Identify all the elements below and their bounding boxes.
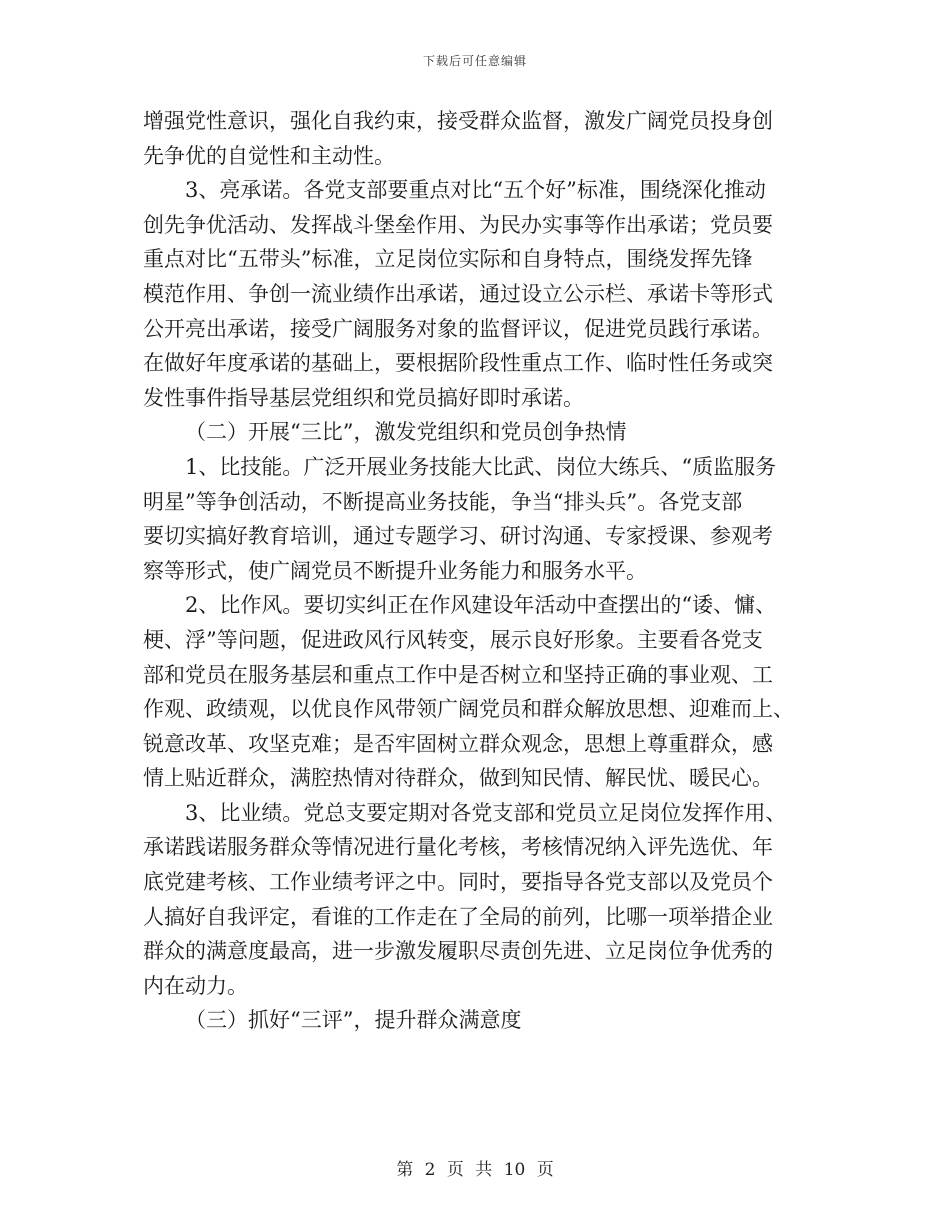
text-line: 模范作用、争创一流业绩作出承诺，通过设立公示栏、承诺卡等形式: [143, 281, 773, 306]
text-line: 情上贴近群众，满腔热情对待群众，做到知民情、解民忧、暖民心。: [143, 766, 773, 791]
text-line: 内在动力。: [143, 973, 248, 998]
text-line: 2、比作风。要切实纠正在作风建设年活动中查摆出的“诿、慵、: [185, 593, 777, 618]
text-line: （三）抓好“三评”，提升群众满意度: [185, 1008, 522, 1033]
page-header: 下载后可任意编辑: [422, 54, 527, 68]
text-line: 重点对比“五带头”标准，立足岗位实际和自身特点，围绕发挥先锋: [143, 247, 753, 272]
text-line: 锐意改革、攻坚克难；是否牢固树立群众观念，思想上尊重群众，感: [143, 731, 773, 756]
text-line: 作观、政绩观，以优良作风带领广阔党员和群众解放思想、迎难而上、: [143, 697, 794, 722]
text-line: 要切实搞好教育培训，通过专题学习、研讨沟通、专家授课、参观考: [143, 524, 773, 549]
text-line: 在做好年度承诺的基础上，要根据阶段性重点工作、临时性任务或突: [143, 351, 773, 376]
text-line: 群众的满意度最高，进一步激发履职尽责创先进、立足岗位争优秀的: [143, 939, 773, 964]
page-footer: 第 2 页 共 10 页: [396, 1160, 554, 1180]
text-line: 创先争优活动、发挥战斗堡垒作用、为民办实事等作出承诺；党员要: [143, 212, 773, 237]
text-line: 承诺践诺服务群众等情况进行量化考核，考核情况纳入评先选优、年: [143, 835, 773, 860]
text-line: 明星”等争创活动，不断提高业务技能，争当“排头兵”。各党支部: [143, 489, 743, 514]
text-line: 底党建考核、工作业绩考评之中。同时，要指导各党支部以及党员个: [143, 870, 773, 895]
text-line: 发性事件指导基层党组织和党员搞好即时承诺。: [143, 385, 584, 410]
text-line: 3、比业绩。党总支要定期对各党支部和党员立足岗位发挥作用、: [185, 800, 787, 825]
text-line: 察等形式，使广阔党员不断提升业务能力和服务水平。: [143, 558, 647, 583]
text-line: 1、比技能。广泛开展业务技能大比武、岗位大练兵、“质监服务: [185, 454, 777, 479]
document-body: [143, 104, 807, 1038]
text-line: 3、亮承诺。各党支部要重点对比“五个好”标准，围绕深化推动: [185, 178, 766, 203]
text-line: （二）开展“三比”，激发党组织和党员创争热情: [185, 420, 627, 445]
text-line: 梗、浮”等问题，促进政风行风转变，展示良好形象。主要看各党支: [143, 627, 763, 652]
text-line: 公开亮出承诺，接受广阔服务对象的监督评议，促进党员践行承诺。: [143, 316, 773, 341]
text-line: 人搞好自我评定，看谁的工作走在了全局的前列，比哪一项举措企业: [143, 904, 773, 929]
text-line: 部和党员在服务基层和重点工作中是否树立和坚持正确的事业观、工: [143, 662, 773, 687]
text-line: 先争优的自觉性和主动性。: [143, 143, 395, 168]
text-line: 增强党性意识，强化自我约束，接受群众监督，激发广阔党员投身创: [143, 109, 773, 133]
